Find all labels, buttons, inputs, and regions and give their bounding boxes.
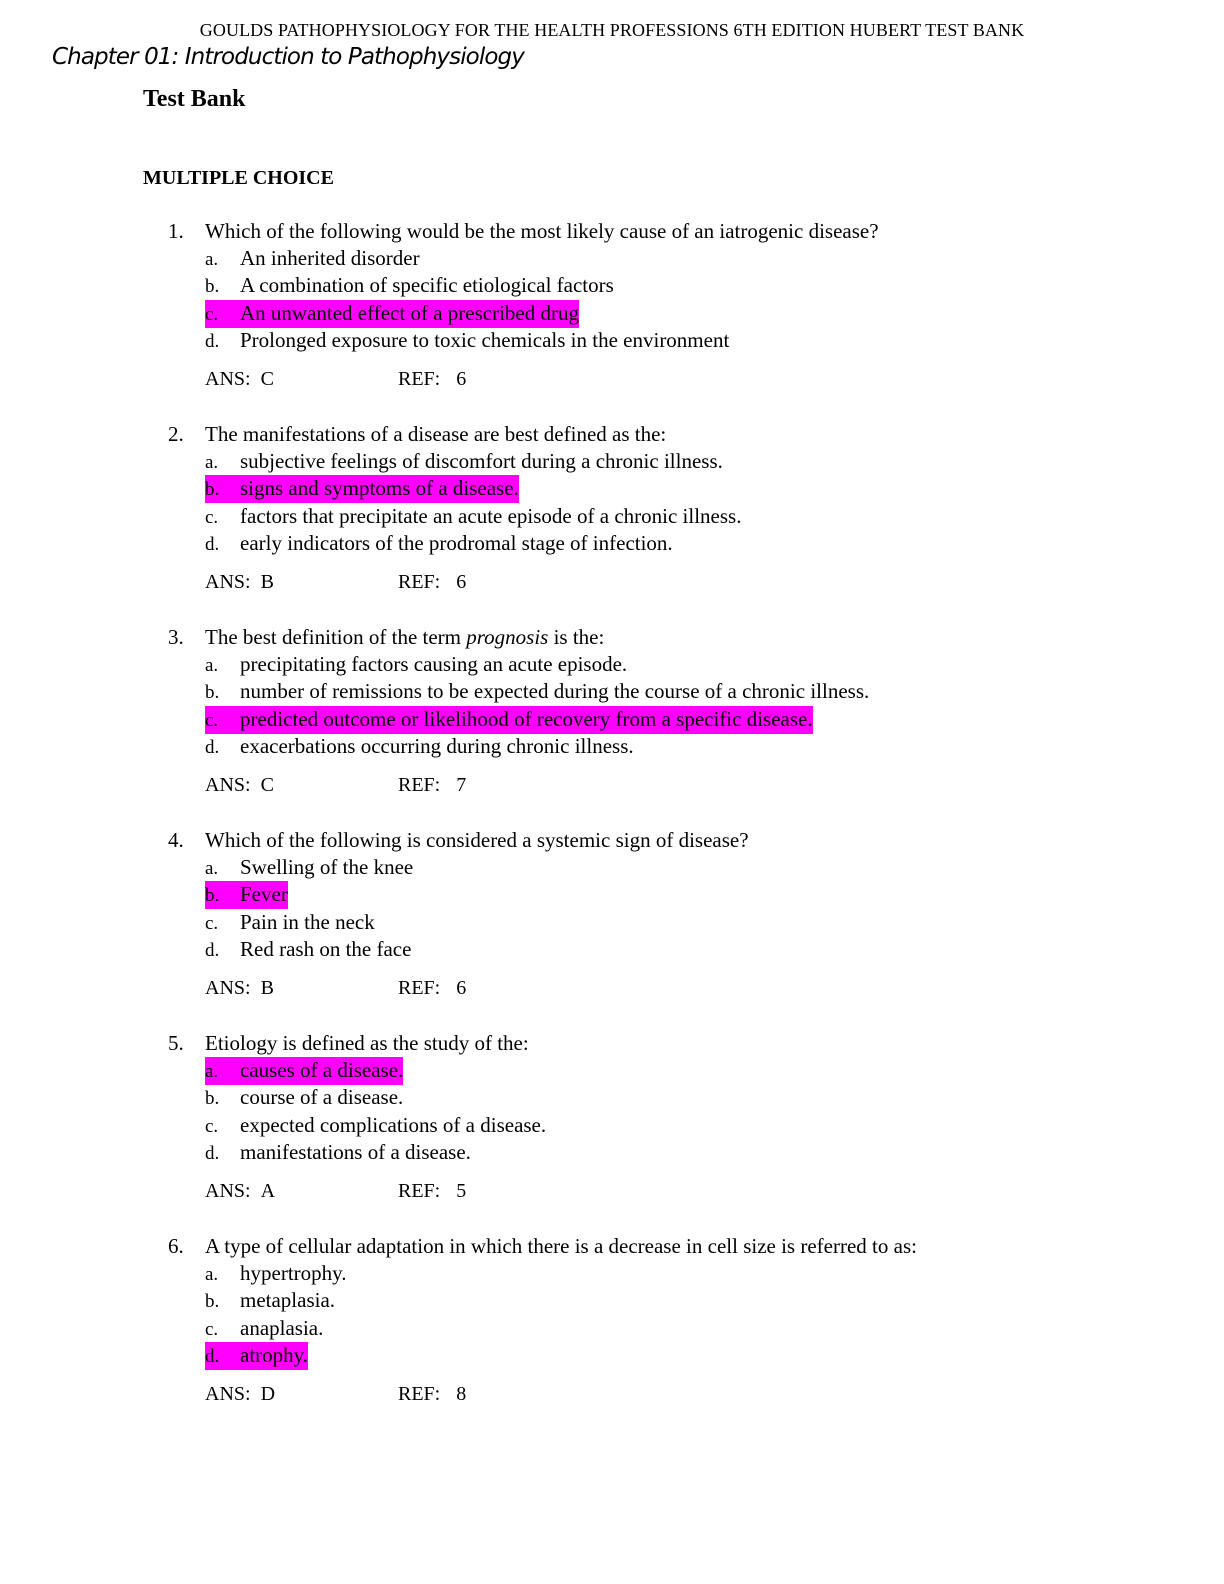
question-number: 1. bbox=[168, 219, 184, 243]
choice-text: atrophy. bbox=[240, 1342, 309, 1367]
reference-label: REF: bbox=[398, 368, 441, 391]
answer-choice bbox=[168, 1112, 1168, 1139]
page-reference bbox=[398, 368, 466, 390]
choice-content bbox=[205, 651, 627, 679]
question-number: 5. bbox=[168, 1031, 184, 1055]
choice-letter: b. bbox=[205, 1291, 220, 1313]
answer-choice bbox=[168, 733, 1168, 760]
choice-letter: d. bbox=[205, 736, 220, 758]
page-reference bbox=[398, 1383, 466, 1405]
choice-text: predicted outcome or likelihood of recovery from a specific disease. bbox=[240, 706, 813, 731]
answer-choice bbox=[168, 475, 1168, 502]
choice-text: A combination of specific etiological factors bbox=[240, 273, 614, 298]
choice-content bbox=[205, 1315, 323, 1343]
chapter-title: Chapter 01: Introduction to Pathophysiology bbox=[52, 44, 524, 70]
question-text: The best definition of the term bbox=[205, 625, 467, 649]
choice-letter: c. bbox=[205, 1115, 219, 1137]
choice-text: Swelling of the knee bbox=[240, 855, 414, 879]
document-title: Test Bank bbox=[143, 86, 246, 112]
answer-value: C bbox=[260, 368, 274, 391]
answer-key-line bbox=[168, 1177, 1168, 1205]
choice-text: exacerbations occurring during chronic illness. bbox=[240, 733, 634, 758]
choice-letter: a. bbox=[205, 858, 219, 879]
choice-text: course of a disease. bbox=[240, 1085, 404, 1110]
choice-letter: c. bbox=[205, 303, 219, 325]
reference-label: REF: bbox=[398, 571, 441, 594]
choice-content bbox=[205, 1112, 546, 1140]
answer-label: ANS: bbox=[205, 571, 251, 594]
highlighted-correct-choice bbox=[205, 300, 579, 328]
answer-value: B bbox=[260, 571, 274, 594]
reference-label: REF: bbox=[398, 977, 441, 1000]
answer-choice bbox=[168, 1260, 1168, 1287]
choice-letter: d. bbox=[205, 1345, 220, 1367]
reference-label: REF: bbox=[398, 1180, 441, 1203]
answer-key-line bbox=[168, 365, 1168, 393]
choice-content bbox=[205, 936, 411, 964]
reference-value: 6 bbox=[456, 977, 467, 1000]
choice-text: Fever bbox=[240, 882, 288, 907]
answer-choice bbox=[168, 881, 1168, 908]
answer-label: ANS: bbox=[205, 1383, 251, 1406]
answer-choice bbox=[168, 706, 1168, 733]
highlighted-correct-choice bbox=[205, 706, 813, 734]
question-stem bbox=[168, 826, 1168, 854]
choice-text: An unwanted effect of a prescribed drug bbox=[240, 300, 579, 325]
choice-content bbox=[205, 245, 420, 273]
question-number: 4. bbox=[168, 828, 184, 852]
answer-choice bbox=[168, 530, 1168, 557]
choice-letter: b. bbox=[205, 479, 220, 501]
answer-key-line bbox=[168, 1380, 1168, 1408]
choice-letter: d. bbox=[205, 1142, 220, 1164]
choice-content bbox=[205, 448, 723, 476]
answer-key-line bbox=[168, 568, 1168, 596]
question-item bbox=[168, 1029, 1168, 1205]
choice-letter: b. bbox=[205, 276, 220, 298]
answer-key bbox=[205, 974, 398, 1002]
answer-value: D bbox=[260, 1383, 276, 1406]
choice-letter: a. bbox=[205, 1264, 219, 1285]
choice-letter: a. bbox=[205, 452, 219, 473]
answer-label: ANS: bbox=[205, 977, 251, 1000]
choice-content bbox=[205, 909, 375, 937]
choice-letter: b. bbox=[205, 682, 220, 704]
answer-choice bbox=[168, 1315, 1168, 1342]
answer-choice bbox=[168, 651, 1168, 678]
answer-choice bbox=[168, 1084, 1168, 1111]
answer-choice bbox=[168, 327, 1168, 354]
choice-text: manifestations of a disease. bbox=[240, 1139, 471, 1164]
page-reference bbox=[398, 1180, 466, 1202]
choice-content bbox=[205, 272, 614, 300]
question-stem bbox=[168, 420, 1168, 448]
answer-key bbox=[205, 568, 398, 596]
choice-letter: c. bbox=[205, 912, 219, 934]
choice-content bbox=[205, 733, 634, 761]
choice-letter: a. bbox=[205, 249, 219, 270]
choice-content bbox=[205, 1139, 471, 1167]
choice-text: hypertrophy. bbox=[240, 1261, 347, 1285]
answer-choice bbox=[168, 448, 1168, 475]
choice-content bbox=[205, 854, 413, 882]
choice-letter: d. bbox=[205, 939, 220, 961]
choice-content bbox=[205, 1260, 347, 1288]
answer-choice bbox=[168, 503, 1168, 530]
reference-value: 6 bbox=[456, 571, 467, 594]
reference-label: REF: bbox=[398, 1383, 441, 1406]
highlighted-correct-choice bbox=[205, 1342, 308, 1370]
answer-value: C bbox=[260, 774, 274, 797]
question-number: 3. bbox=[168, 625, 184, 649]
choice-letter: d. bbox=[205, 330, 220, 352]
reference-value: 5 bbox=[456, 1180, 467, 1203]
answer-choice bbox=[168, 1057, 1168, 1084]
choice-content bbox=[205, 678, 869, 706]
reference-value: 6 bbox=[456, 368, 467, 391]
answer-key bbox=[205, 771, 398, 799]
choice-text: Red rash on the face bbox=[240, 936, 412, 961]
choice-letter: b. bbox=[205, 885, 220, 907]
running-header: GOULDS PATHOPHYSIOLOGY FOR THE HEALTH PROFESSIONS 6TH EDITION HUBERT TEST BANK bbox=[199, 20, 1025, 40]
answer-label: ANS: bbox=[205, 774, 251, 797]
question-text: The manifestations of a disease are best defined as the: bbox=[205, 422, 667, 446]
question-text: Etiology is defined as the study of the: bbox=[205, 1031, 529, 1055]
question-term: prognosis bbox=[466, 625, 549, 649]
question-item bbox=[168, 1232, 1168, 1408]
question-text: A type of cellular adaptation in which there is a decrease in cell size is referred to as: bbox=[205, 1234, 917, 1258]
choice-text: number of remissions to be expected during the course of a chronic illness. bbox=[240, 679, 870, 704]
answer-key-line bbox=[168, 771, 1168, 799]
answer-choice bbox=[168, 245, 1168, 272]
question-stem bbox=[168, 623, 1168, 651]
question-stem bbox=[168, 1232, 1168, 1260]
question-item bbox=[168, 217, 1168, 393]
choice-content bbox=[205, 327, 729, 355]
choice-letter: a. bbox=[205, 1061, 219, 1082]
answer-value: A bbox=[260, 1180, 276, 1203]
question-text: Which of the following would be the most likely cause of an iatrogenic disease? bbox=[205, 219, 879, 243]
choice-letter: c. bbox=[205, 1318, 219, 1340]
choice-letter: c. bbox=[205, 709, 219, 731]
question-stem bbox=[168, 1029, 1168, 1057]
choice-text: precipitating factors causing an acute episode. bbox=[240, 652, 628, 676]
page-reference bbox=[398, 977, 466, 999]
highlighted-correct-choice bbox=[205, 1057, 403, 1085]
answer-choice bbox=[168, 300, 1168, 327]
choice-text: subjective feelings of discomfort during a chronic illness. bbox=[240, 449, 723, 473]
reference-label: REF: bbox=[398, 774, 441, 797]
question-text-end: is the: bbox=[548, 625, 605, 649]
choice-letter: c. bbox=[205, 506, 219, 528]
choice-text: factors that precipitate an acute episode of a chronic illness. bbox=[240, 503, 742, 528]
section-heading: MULTIPLE CHOICE bbox=[143, 167, 334, 189]
question-text: Which of the following is considered a systemic sign of disease? bbox=[205, 828, 749, 852]
answer-value: B bbox=[260, 977, 274, 1000]
choice-text: metaplasia. bbox=[240, 1288, 336, 1313]
answer-choice bbox=[168, 854, 1168, 881]
choice-letter: d. bbox=[205, 533, 220, 555]
choice-text: causes of a disease. bbox=[240, 1058, 404, 1082]
highlighted-correct-choice bbox=[205, 475, 519, 503]
question-item bbox=[168, 420, 1168, 596]
choice-content bbox=[205, 530, 673, 558]
choice-text: early indicators of the prodromal stage of infection. bbox=[240, 530, 673, 555]
choice-text: anaplasia. bbox=[240, 1315, 324, 1340]
choice-letter: a. bbox=[205, 655, 219, 676]
answer-choice bbox=[168, 936, 1168, 963]
choice-text: Prolonged exposure to toxic chemicals in the environment bbox=[240, 327, 730, 352]
answer-choice bbox=[168, 909, 1168, 936]
answer-key bbox=[205, 365, 398, 393]
answer-choice bbox=[168, 678, 1168, 705]
question-item bbox=[168, 623, 1168, 799]
answer-key-line bbox=[168, 974, 1168, 1002]
page-reference bbox=[398, 571, 466, 593]
question-number: 2. bbox=[168, 422, 184, 446]
question-number: 6. bbox=[168, 1234, 184, 1258]
answer-key bbox=[205, 1177, 398, 1205]
question-item bbox=[168, 826, 1168, 1002]
choice-content bbox=[205, 1084, 403, 1112]
choice-letter: b. bbox=[205, 1088, 220, 1110]
reference-value: 7 bbox=[456, 774, 467, 797]
choice-text: expected complications of a disease. bbox=[240, 1112, 547, 1137]
choice-text: Pain in the neck bbox=[240, 909, 375, 934]
question-stem bbox=[168, 217, 1168, 245]
highlighted-correct-choice bbox=[205, 881, 288, 909]
choice-text: An inherited disorder bbox=[240, 246, 420, 270]
choice-text: signs and symptoms of a disease. bbox=[240, 476, 519, 501]
page-reference bbox=[398, 774, 466, 796]
answer-choice bbox=[168, 1287, 1168, 1314]
answer-choice bbox=[168, 272, 1168, 299]
choice-content bbox=[205, 503, 741, 531]
choice-content bbox=[205, 1287, 335, 1315]
answer-label: ANS: bbox=[205, 1180, 251, 1203]
reference-value: 8 bbox=[456, 1383, 467, 1406]
answer-choice bbox=[168, 1342, 1168, 1369]
answer-label: ANS: bbox=[205, 368, 251, 391]
answer-key bbox=[205, 1380, 398, 1408]
answer-choice bbox=[168, 1139, 1168, 1166]
